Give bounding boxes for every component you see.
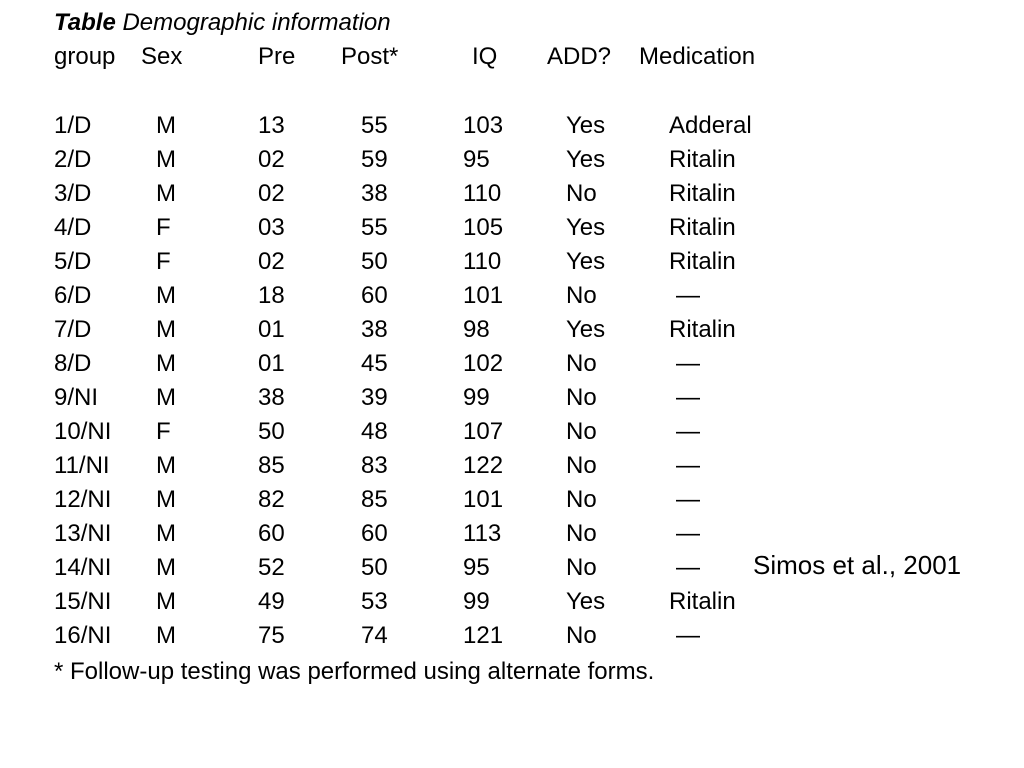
table-caption	[54, 6, 391, 40]
cell-add: No	[566, 554, 597, 581]
cell-group: 2/D	[54, 146, 92, 173]
cell-add: Yes	[566, 248, 606, 275]
cell-group: 12/NI	[54, 486, 112, 513]
cell-medication: Ritalin	[669, 146, 736, 173]
cell-sex: F	[156, 418, 171, 445]
cell-pre: 82	[258, 486, 285, 513]
cell-sex: M	[156, 282, 176, 309]
cell-pre: 01	[258, 316, 285, 343]
cell-medication: —	[676, 282, 700, 309]
cell-iq: 107	[463, 418, 504, 445]
table-caption-text: Demographic information	[122, 9, 391, 36]
table-row	[0, 483, 1024, 517]
cell-post: 55	[361, 214, 388, 241]
cell-group: 10/NI	[54, 418, 112, 445]
cell-iq: 98	[463, 316, 490, 343]
cell-post: 39	[361, 384, 388, 411]
cell-sex: M	[156, 146, 176, 173]
cell-add: No	[566, 282, 597, 309]
cell-add: No	[566, 486, 597, 513]
cell-group: 11/NI	[54, 452, 110, 479]
cell-sex: M	[156, 350, 176, 377]
cell-medication: Ritalin	[669, 248, 736, 275]
cell-post: 50	[361, 248, 388, 275]
cell-pre: 60	[258, 520, 285, 547]
cell-sex: M	[156, 622, 176, 649]
cell-post: 74	[361, 622, 388, 649]
header-group: group	[54, 43, 116, 70]
cell-sex: M	[156, 316, 176, 343]
table-row	[0, 245, 1024, 279]
cell-post: 53	[361, 588, 388, 615]
cell-pre: 02	[258, 248, 285, 275]
cell-medication: Ritalin	[669, 180, 736, 207]
cell-pre: 02	[258, 146, 285, 173]
cell-iq: 110	[463, 180, 502, 207]
table-header-row	[0, 40, 1024, 74]
header-iq: IQ	[472, 43, 498, 70]
cell-group: 14/NI	[54, 554, 112, 581]
cell-sex: F	[156, 248, 171, 275]
cell-iq: 113	[463, 520, 502, 547]
cell-post: 83	[361, 452, 388, 479]
cell-pre: 85	[258, 452, 285, 479]
cell-post: 55	[361, 112, 388, 139]
cell-group: 5/D	[54, 248, 92, 275]
cell-post: 59	[361, 146, 388, 173]
cell-medication: Ritalin	[669, 588, 736, 615]
table-row	[0, 143, 1024, 177]
table-row	[0, 279, 1024, 313]
cell-sex: F	[156, 214, 171, 241]
cell-sex: M	[156, 384, 176, 411]
cell-medication: —	[676, 520, 700, 547]
table-footnote: * Follow-up testing was performed using alternate forms.	[54, 658, 655, 685]
cell-post: 38	[361, 316, 388, 343]
cell-add: No	[566, 452, 597, 479]
cell-sex: M	[156, 180, 176, 207]
cell-medication: —	[676, 350, 700, 377]
cell-iq: 105	[463, 214, 504, 241]
cell-pre: 52	[258, 554, 285, 581]
cell-pre: 75	[258, 622, 285, 649]
cell-add: No	[566, 418, 597, 445]
cell-medication: —	[676, 384, 700, 411]
citation: Simos et al., 2001	[753, 550, 962, 580]
table-row	[0, 211, 1024, 245]
cell-add: Yes	[566, 214, 606, 241]
cell-group: 9/NI	[54, 384, 99, 411]
cell-group: 7/D	[54, 316, 92, 343]
cell-group: 6/D	[54, 282, 92, 309]
cell-pre: 50	[258, 418, 285, 445]
cell-group: 15/NI	[54, 588, 112, 615]
cell-iq: 99	[463, 384, 490, 411]
header-pre: Pre	[258, 43, 296, 70]
table-row	[0, 347, 1024, 381]
table-row	[0, 177, 1024, 211]
cell-iq: 102	[463, 350, 504, 377]
header-medication: Medication	[639, 43, 756, 70]
cell-post: 45	[361, 350, 388, 377]
cell-iq: 95	[463, 554, 490, 581]
cell-group: 1/D	[54, 112, 92, 139]
cell-pre: 13	[258, 112, 285, 139]
table-row	[0, 619, 1024, 653]
cell-add: No	[566, 180, 597, 207]
cell-group: 13/NI	[54, 520, 112, 547]
header-post: Post*	[341, 43, 399, 70]
cell-iq: 110	[463, 248, 502, 275]
cell-pre: 18	[258, 282, 285, 309]
cell-pre: 49	[258, 588, 285, 615]
cell-add: Yes	[566, 588, 606, 615]
cell-add: No	[566, 350, 597, 377]
cell-post: 48	[361, 418, 388, 445]
cell-sex: M	[156, 112, 176, 139]
table-row	[0, 381, 1024, 415]
cell-group: 16/NI	[54, 622, 112, 649]
table-row	[0, 313, 1024, 347]
cell-pre: 02	[258, 180, 285, 207]
cell-post: 85	[361, 486, 388, 513]
cell-sex: M	[156, 588, 176, 615]
table-row	[0, 109, 1024, 143]
cell-sex: M	[156, 554, 176, 581]
table-row	[0, 415, 1024, 449]
cell-group: 3/D	[54, 180, 92, 207]
cell-iq: 103	[463, 112, 504, 139]
table-caption-label: Table	[54, 9, 116, 36]
cell-add: No	[566, 520, 597, 547]
cell-iq: 101	[463, 282, 504, 309]
cell-add: No	[566, 384, 597, 411]
header-sex: Sex	[141, 43, 183, 70]
cell-sex: M	[156, 520, 176, 547]
cell-iq: 121	[463, 622, 504, 649]
cell-pre: 01	[258, 350, 285, 377]
cell-add: Yes	[566, 316, 606, 343]
cell-group: 4/D	[54, 214, 92, 241]
cell-post: 60	[361, 282, 388, 309]
cell-sex: M	[156, 452, 176, 479]
cell-add: No	[566, 622, 597, 649]
cell-add: Yes	[566, 146, 606, 173]
cell-sex: M	[156, 486, 176, 513]
cell-post: 50	[361, 554, 388, 581]
table-row	[0, 585, 1024, 619]
cell-iq: 95	[463, 146, 490, 173]
cell-post: 38	[361, 180, 388, 207]
cell-medication: Ritalin	[669, 316, 736, 343]
table-row	[0, 449, 1024, 483]
cell-medication: —	[676, 418, 700, 445]
header-add: ADD?	[547, 43, 612, 70]
cell-pre: 03	[258, 214, 285, 241]
cell-medication: —	[676, 622, 700, 649]
cell-iq: 99	[463, 588, 490, 615]
cell-add: Yes	[566, 112, 606, 139]
cell-medication: —	[676, 486, 700, 513]
cell-group: 8/D	[54, 350, 92, 377]
cell-iq: 122	[463, 452, 504, 479]
cell-iq: 101	[463, 486, 504, 513]
cell-medication: Adderal	[669, 112, 752, 139]
cell-medication: —	[676, 452, 700, 479]
cell-medication: —	[676, 554, 700, 581]
cell-post: 60	[361, 520, 388, 547]
table-row	[0, 517, 1024, 551]
cell-pre: 38	[258, 384, 285, 411]
cell-medication: Ritalin	[669, 214, 736, 241]
